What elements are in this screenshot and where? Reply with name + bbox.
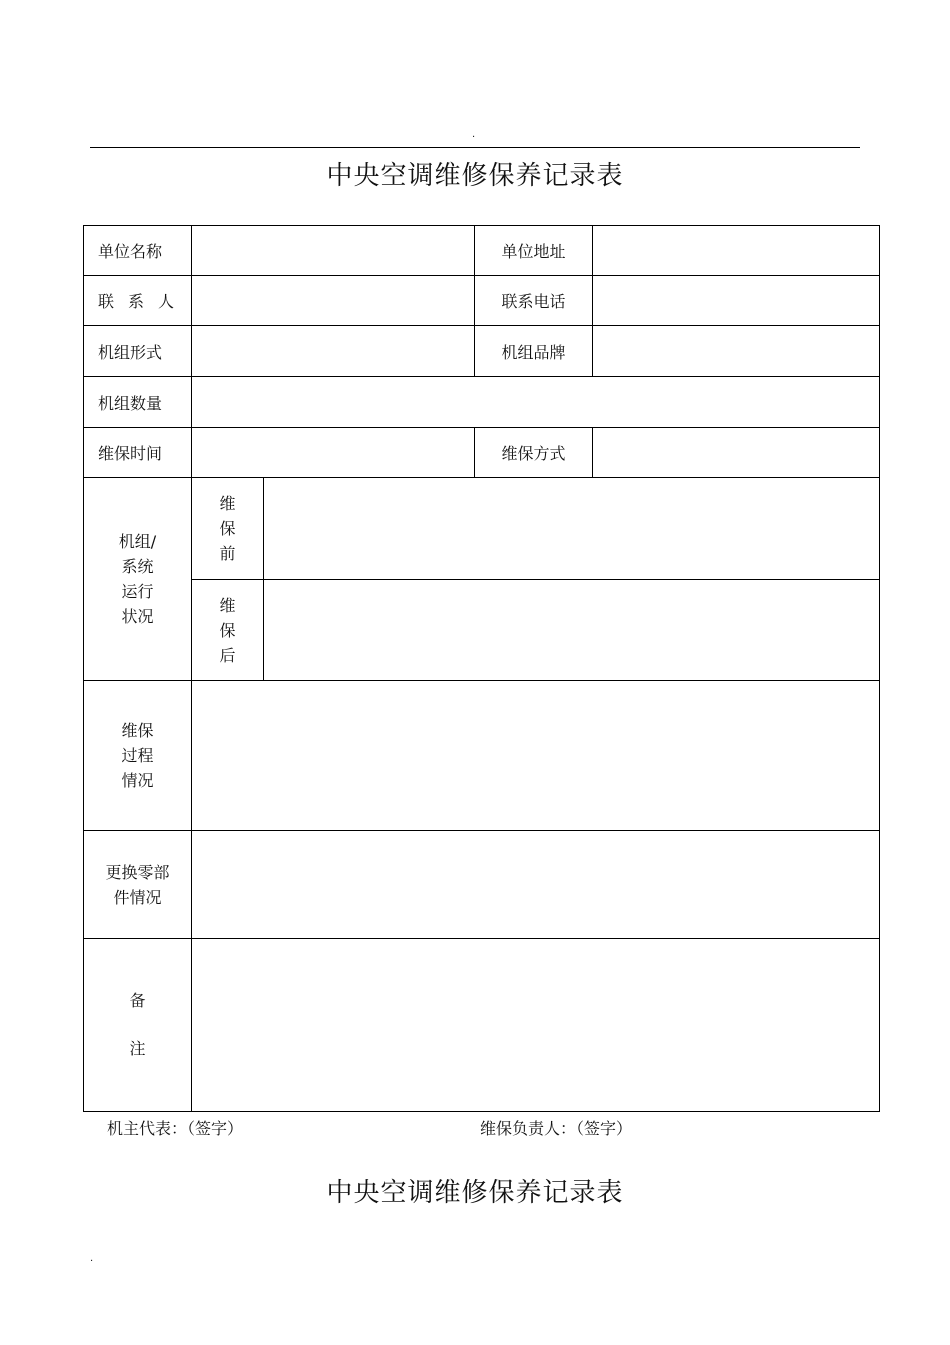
row-unit	[84, 226, 880, 276]
after-maintenance-label	[192, 580, 264, 681]
footer-title: 中央空调维修保养记录表	[326, 1178, 624, 1208]
maintenance-method-label: 维保方式	[475, 428, 593, 478]
remarks-field[interactable]	[192, 939, 880, 1112]
row-process	[84, 681, 880, 831]
after-maintenance-field[interactable]	[264, 580, 880, 681]
unit-address-field[interactable]	[593, 226, 880, 276]
unit-quantity-label: 机组数量	[84, 377, 192, 428]
header-dot: .	[472, 129, 476, 140]
unit-quantity-field[interactable]	[192, 377, 880, 428]
row-contact	[84, 276, 880, 326]
maintenance-time-label: 维保时间	[84, 428, 192, 478]
unit-type-field[interactable]	[192, 326, 475, 377]
unit-brand-label: 机组品牌	[475, 326, 593, 377]
before-maintenance-char: 前	[219, 544, 236, 563]
remarks-label	[84, 939, 192, 1112]
parts-replaced-line: 更换零部	[105, 862, 170, 882]
row-maintenance-time	[84, 428, 880, 478]
unit-name-field[interactable]	[192, 226, 475, 276]
owner-rep-signature: 机主代表：（签字）	[107, 1119, 244, 1138]
row-unit-quantity	[84, 377, 880, 428]
remarks-char: 备	[129, 991, 146, 1010]
row-parts	[84, 831, 880, 939]
process-line: 过程	[121, 746, 154, 765]
operation-status-line: 机组/	[118, 532, 157, 551]
unit-type-label: 机组形式	[84, 326, 192, 377]
maintenance-lead-signature: 维保负责人：（签字）	[480, 1119, 633, 1138]
operation-status-label	[84, 478, 192, 681]
contact-phone-label: 联系电话	[475, 276, 593, 326]
after-maintenance-char: 维	[219, 595, 236, 615]
row-remarks	[84, 939, 880, 1112]
contact-person-label	[84, 276, 192, 326]
contact-phone-field[interactable]	[593, 276, 880, 326]
row-unit-type	[84, 326, 880, 377]
parts-replaced-field[interactable]	[192, 831, 880, 939]
process-field[interactable]	[192, 681, 880, 831]
parts-replaced-label	[84, 831, 192, 939]
before-maintenance-field[interactable]	[264, 478, 880, 580]
process-line: 维保	[121, 721, 154, 740]
before-maintenance-label	[192, 478, 264, 580]
contact-person-char: 系	[128, 292, 145, 311]
after-maintenance-char: 后	[219, 645, 236, 665]
maintenance-time-field[interactable]	[192, 428, 475, 478]
before-maintenance-char: 保	[219, 519, 236, 538]
header-rule	[90, 147, 860, 148]
contact-person-char: 人	[158, 292, 175, 311]
row-status-before	[84, 478, 880, 580]
unit-address-label: 单位地址	[475, 226, 593, 276]
page-title: 中央空调维修保养记录表	[326, 161, 624, 191]
contact-person-char: 联	[98, 292, 115, 311]
process-line: 情况	[121, 771, 154, 790]
contact-person-field[interactable]	[192, 276, 475, 326]
operation-status-line: 系统	[121, 557, 154, 576]
remarks-char: 注	[129, 1039, 146, 1058]
unit-brand-field[interactable]	[593, 326, 880, 377]
parts-replaced-line: 件情况	[113, 887, 162, 907]
unit-name-label: 单位名称	[84, 226, 192, 276]
footer-dot: .	[90, 1253, 94, 1264]
before-maintenance-char: 维	[219, 494, 236, 513]
maintenance-method-field[interactable]	[593, 428, 880, 478]
operation-status-line: 运行	[121, 582, 154, 601]
process-label	[84, 681, 192, 831]
after-maintenance-char: 保	[219, 620, 236, 640]
operation-status-line: 状况	[121, 607, 154, 626]
maintenance-record-table	[83, 225, 880, 1112]
row-status-after	[84, 580, 880, 681]
